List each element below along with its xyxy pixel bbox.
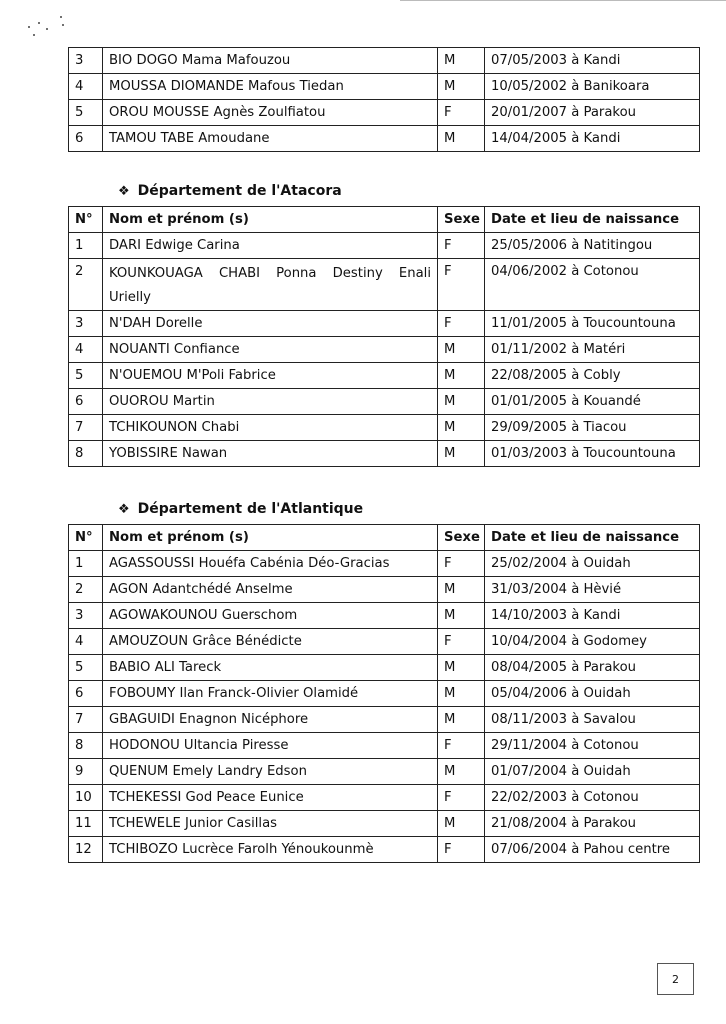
table-row bbox=[69, 837, 700, 863]
cell-birth: 01/07/2004 à Ouidah bbox=[485, 759, 700, 785]
cell-birth: 25/05/2006 à Natitingou bbox=[485, 233, 700, 259]
cell-name-line2: Urielly bbox=[109, 290, 151, 305]
cell-birth: 05/04/2006 à Ouidah bbox=[485, 681, 700, 707]
section-title-text: Département de l'Atacora bbox=[137, 183, 342, 199]
table-row bbox=[69, 629, 700, 655]
table-row bbox=[69, 655, 700, 681]
table-row bbox=[69, 811, 700, 837]
header-no: N° bbox=[69, 525, 103, 551]
cell-birth: 01/01/2005 à Kouandé bbox=[485, 389, 700, 415]
cell-no: 12 bbox=[69, 837, 103, 863]
cell-birth: 29/11/2004 à Cotonou bbox=[485, 733, 700, 759]
cell-no: 7 bbox=[69, 415, 103, 441]
cell-name: AGOWAKOUNOU Guerschom bbox=[103, 603, 438, 629]
cell-no: 4 bbox=[69, 629, 103, 655]
cell-sex: M bbox=[438, 811, 485, 837]
cell-sex: M bbox=[438, 415, 485, 441]
table-continued bbox=[68, 47, 700, 152]
cell-name: OUOROU Martin bbox=[103, 389, 438, 415]
cell-birth: 01/11/2002 à Matéri bbox=[485, 337, 700, 363]
header-name: Nom et prénom (s) bbox=[103, 207, 438, 233]
cell-no: 3 bbox=[69, 603, 103, 629]
table-atlantique bbox=[68, 524, 700, 863]
cell-birth: 14/10/2003 à Kandi bbox=[485, 603, 700, 629]
cell-sex: F bbox=[438, 100, 485, 126]
cell-sex: M bbox=[438, 655, 485, 681]
table-row bbox=[69, 233, 700, 259]
section-title-text: Département de l'Atlantique bbox=[137, 501, 364, 517]
table-row bbox=[69, 733, 700, 759]
cell-sex: F bbox=[438, 233, 485, 259]
cell-no: 2 bbox=[69, 259, 103, 311]
cell-name: AMOUZOUN Grâce Bénédicte bbox=[103, 629, 438, 655]
cell-sex: M bbox=[438, 707, 485, 733]
cell-sex: M bbox=[438, 74, 485, 100]
cell-name: MOUSSA DIOMANDE Mafous Tiedan bbox=[103, 74, 438, 100]
table-header-row bbox=[69, 207, 700, 233]
cell-no: 4 bbox=[69, 74, 103, 100]
cell-birth: 08/11/2003 à Savalou bbox=[485, 707, 700, 733]
cell-name: BABIO ALI Tareck bbox=[103, 655, 438, 681]
cell-birth: 29/09/2005 à Tiacou bbox=[485, 415, 700, 441]
table-row bbox=[69, 337, 700, 363]
cell-name: TCHIBOZO Lucrèce Farolh Yénoukounmè bbox=[103, 837, 438, 863]
cell-birth: 20/01/2007 à Parakou bbox=[485, 100, 700, 126]
table-atacora bbox=[68, 206, 700, 467]
cell-name: HODONOU Ultancia Piresse bbox=[103, 733, 438, 759]
cell-no: 11 bbox=[69, 811, 103, 837]
table-row bbox=[69, 707, 700, 733]
cell-name: YOBISSIRE Nawan bbox=[103, 441, 438, 467]
cell-sex: F bbox=[438, 259, 485, 311]
cell-sex: M bbox=[438, 363, 485, 389]
header-name: Nom et prénom (s) bbox=[103, 525, 438, 551]
section-title-atlantique bbox=[118, 501, 363, 517]
table-row bbox=[69, 441, 700, 467]
table-row bbox=[69, 681, 700, 707]
cell-sex: F bbox=[438, 629, 485, 655]
cell-birth: 22/02/2003 à Cotonou bbox=[485, 785, 700, 811]
table-row bbox=[69, 389, 700, 415]
cell-name: QUENUM Emely Landry Edson bbox=[103, 759, 438, 785]
table-row bbox=[69, 74, 700, 100]
cell-sex: M bbox=[438, 126, 485, 152]
cell-sex: F bbox=[438, 837, 485, 863]
cell-sex: F bbox=[438, 311, 485, 337]
cell-no: 10 bbox=[69, 785, 103, 811]
cell-name: N'OUEMOU M'Poli Fabrice bbox=[103, 363, 438, 389]
cell-sex: M bbox=[438, 389, 485, 415]
cell-name-line1: KOUNKOUAGA CHABI Ponna Destiny Enali bbox=[109, 266, 431, 281]
table-row bbox=[69, 100, 700, 126]
table-header-row bbox=[69, 525, 700, 551]
cell-no: 2 bbox=[69, 577, 103, 603]
cell-name: TAMOU TABE Amoudane bbox=[103, 126, 438, 152]
cell-sex: F bbox=[438, 785, 485, 811]
cell-no: 5 bbox=[69, 100, 103, 126]
cell-name: TCHEKESSI God Peace Eunice bbox=[103, 785, 438, 811]
header-birth: Date et lieu de naissance bbox=[485, 525, 700, 551]
cell-no: 1 bbox=[69, 551, 103, 577]
cell-name: GBAGUIDI Enagnon Nicéphore bbox=[103, 707, 438, 733]
section-title-atacora bbox=[118, 183, 342, 199]
cell-birth: 07/06/2004 à Pahou centre bbox=[485, 837, 700, 863]
cell-no: 1 bbox=[69, 233, 103, 259]
cell-sex: F bbox=[438, 733, 485, 759]
cell-name: TCHEWELE Junior Casillas bbox=[103, 811, 438, 837]
cell-sex: M bbox=[438, 48, 485, 74]
cell-birth: 21/08/2004 à Parakou bbox=[485, 811, 700, 837]
cell-name: AGON Adantchédé Anselme bbox=[103, 577, 438, 603]
top-edge-line bbox=[400, 0, 726, 1]
table-row bbox=[69, 48, 700, 74]
cell-no: 5 bbox=[69, 655, 103, 681]
cell-no: 8 bbox=[69, 733, 103, 759]
cell-no: 6 bbox=[69, 389, 103, 415]
scan-specks bbox=[28, 14, 68, 38]
cell-name bbox=[103, 259, 438, 311]
cell-sex: M bbox=[438, 681, 485, 707]
table-row bbox=[69, 551, 700, 577]
diamond-bullet-icon: ❖ bbox=[118, 502, 130, 517]
header-sex: Sexe bbox=[438, 207, 485, 233]
cell-sex: M bbox=[438, 337, 485, 363]
cell-sex: M bbox=[438, 603, 485, 629]
cell-birth: 07/05/2003 à Kandi bbox=[485, 48, 700, 74]
cell-birth: 01/03/2003 à Toucountouna bbox=[485, 441, 700, 467]
table-row bbox=[69, 603, 700, 629]
cell-birth: 31/03/2004 à Hèvié bbox=[485, 577, 700, 603]
table-row bbox=[69, 126, 700, 152]
cell-name: FOBOUMY Ilan Franck-Olivier Olamidé bbox=[103, 681, 438, 707]
table-row bbox=[69, 759, 700, 785]
table-row bbox=[69, 363, 700, 389]
cell-name: TCHIKOUNON Chabi bbox=[103, 415, 438, 441]
cell-birth: 04/06/2002 à Cotonou bbox=[485, 259, 700, 311]
cell-birth: 22/08/2005 à Cobly bbox=[485, 363, 700, 389]
cell-no: 7 bbox=[69, 707, 103, 733]
cell-no: 8 bbox=[69, 441, 103, 467]
table-row bbox=[69, 259, 700, 311]
cell-name: DARI Edwige Carina bbox=[103, 233, 438, 259]
cell-name: AGASSOUSSI Houéfa Cabénia Déo-Gracias bbox=[103, 551, 438, 577]
cell-birth: 25/02/2004 à Ouidah bbox=[485, 551, 700, 577]
header-sex: Sexe bbox=[438, 525, 485, 551]
cell-name: OROU MOUSSE Agnès Zoulfiatou bbox=[103, 100, 438, 126]
cell-no: 6 bbox=[69, 681, 103, 707]
cell-no: 5 bbox=[69, 363, 103, 389]
diamond-bullet-icon: ❖ bbox=[118, 184, 130, 199]
header-birth: Date et lieu de naissance bbox=[485, 207, 700, 233]
header-no: N° bbox=[69, 207, 103, 233]
cell-birth: 11/01/2005 à Toucountouna bbox=[485, 311, 700, 337]
cell-sex: M bbox=[438, 441, 485, 467]
cell-name: N'DAH Dorelle bbox=[103, 311, 438, 337]
cell-sex: M bbox=[438, 577, 485, 603]
cell-no: 3 bbox=[69, 311, 103, 337]
cell-birth: 08/04/2005 à Parakou bbox=[485, 655, 700, 681]
cell-sex: F bbox=[438, 551, 485, 577]
cell-no: 3 bbox=[69, 48, 103, 74]
table-row bbox=[69, 785, 700, 811]
cell-birth: 10/04/2004 à Godomey bbox=[485, 629, 700, 655]
table-row bbox=[69, 415, 700, 441]
cell-no: 9 bbox=[69, 759, 103, 785]
table-row bbox=[69, 577, 700, 603]
cell-birth: 10/05/2002 à Banikoara bbox=[485, 74, 700, 100]
cell-no: 6 bbox=[69, 126, 103, 152]
page-number: 2 bbox=[657, 963, 694, 995]
cell-sex: M bbox=[438, 759, 485, 785]
cell-no: 4 bbox=[69, 337, 103, 363]
cell-name: NOUANTI Confiance bbox=[103, 337, 438, 363]
table-row bbox=[69, 311, 700, 337]
cell-name: BIO DOGO Mama Mafouzou bbox=[103, 48, 438, 74]
cell-birth: 14/04/2005 à Kandi bbox=[485, 126, 700, 152]
